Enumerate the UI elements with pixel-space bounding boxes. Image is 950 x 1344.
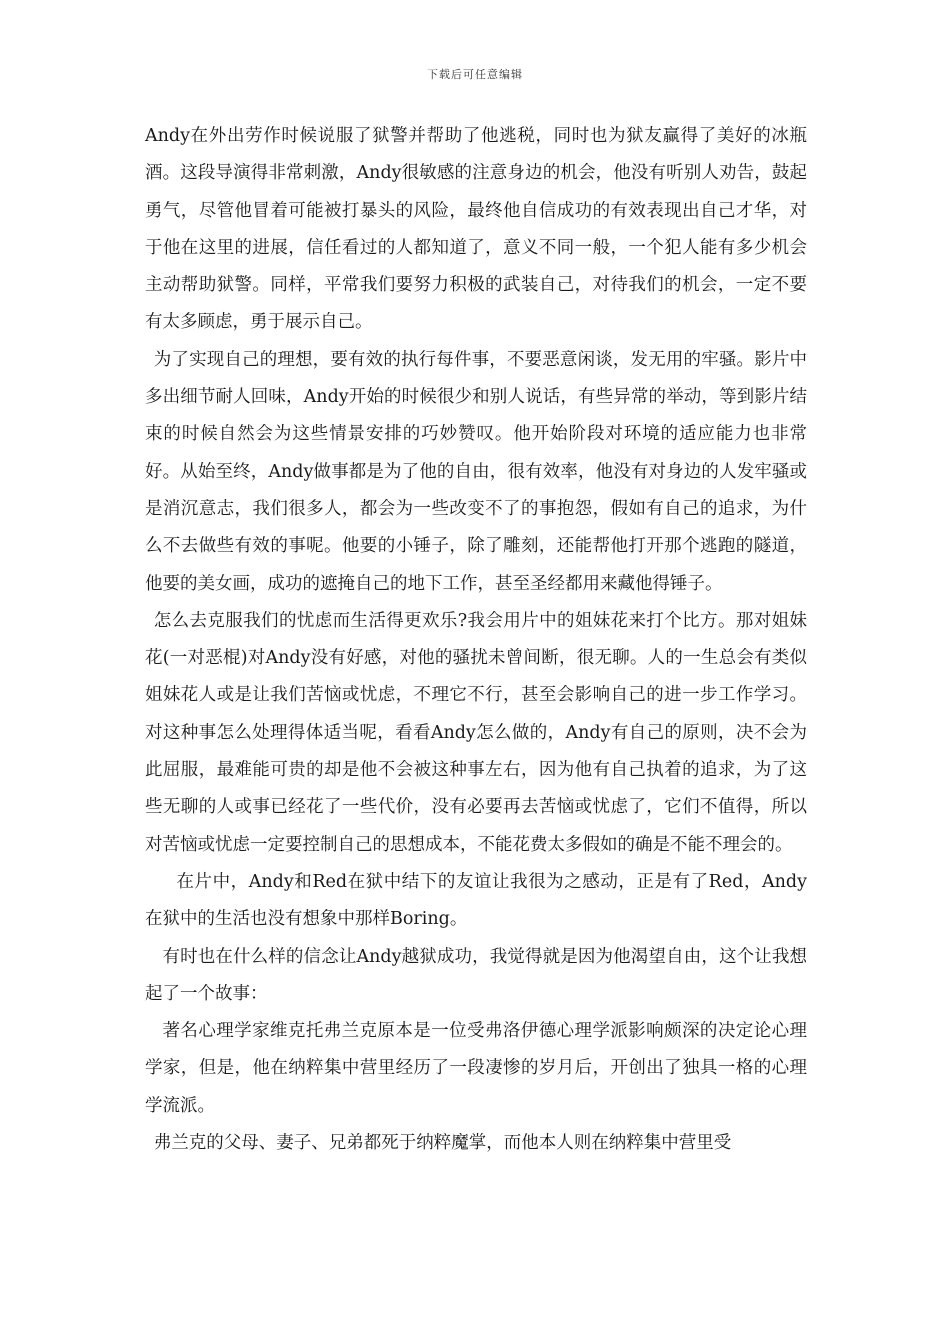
paragraph: 弗兰克的父母、妻子、兄弟都死于纳粹魔掌，而他本人则在纳粹集中营里受 bbox=[153, 1133, 732, 1154]
document-body bbox=[145, 118, 807, 1162]
paragraph: 为了实现自己的理想，要有效的执行每件事，不要恶意闲谈，发无用的牢骚。影片中多出细节耐人回味，Andy开始的时候很少和别人说话，有些异常的举动，等到影片结束的时候自然会为这些情景安排的巧妙赞叹。他开始阶段对环境的适应能力也非常好。从始至终，Andy做事都是为了他的自由，很有效率，他没有对身边的人发牢骚或是消沉意志，我们很多人，都会为一些改变不了的事抱怨，假如有自己的追求，为什么不去做些有效的事呢。他要的小锤子，除了雕刻，还能帮他打开那个逃跑的隧道，他要的美女画，成功的遮掩自己的地下工作，甚至圣经都用来藏他得锤子。 bbox=[145, 349, 807, 594]
paragraph: Andy在外出劳作时候说服了狱警并帮助了他逃税，同时也为狱友赢得了美好的冰瓶酒。这段导演得非常刺激，Andy很敏感的注意身边的机会，他没有听别人劝告，鼓起勇气，尽管他冒着可能被打暴头的风险，最终他自信成功的有效表现出自己才华，对于他在这里的进展，信任看过的人都知道了，意义不同一般，一个犯人能有多少机会主动帮助狱警。同样，平常我们要努力积极的武装自己，对待我们的机会，一定不要有太多顾虑，勇于展示自己。 bbox=[145, 126, 807, 333]
page-header: 下载后可任意编辑 bbox=[427, 68, 523, 81]
paragraph: 有时也在什么样的信念让Andy越狱成功，我觉得就是因为他渴望自由，这个让我想起了一个故事： bbox=[145, 946, 807, 1004]
paragraph: 著名心理学家维克托弗兰克原本是一位受弗洛伊德心理学派影响颇深的决定论心理学家，但是，他在纳粹集中营里经历了一段凄惨的岁月后，开创出了独具一格的心理学流派。 bbox=[145, 1021, 807, 1116]
paragraph: 怎么去克服我们的忧虑而生活得更欢乐?我会用片中的姐妹花来打个比方。那对姐妹花(一对恶棍)对Andy没有好感，对他的骚扰未曾间断，很无聊。人的一生总会有类似姐妹花人或是让我们苦恼或忧虑，不理它不行，甚至会影响自己的进一步工作学习。对这种事怎么处理得体适当呢，看看Andy怎么做的，Andy有自己的原则，决不会为此屈服，最难能可贵的却是他不会被这种事左右，因为他有自己执着的追求，为了这些无聊的人或事已经花了一些代价，没有必要再去苦恼或忧虑了，它们不值得，所以对苦恼或忧虑一定要控制自己的思想成本，不能花费太多假如的确是不能不理会的。 bbox=[145, 610, 807, 855]
paragraph: 在片中，Andy和Red在狱中结下的友谊让我很为之感动，正是有了Red，Andy在狱中的生活也没有想象中那样Boring。 bbox=[145, 871, 807, 930]
